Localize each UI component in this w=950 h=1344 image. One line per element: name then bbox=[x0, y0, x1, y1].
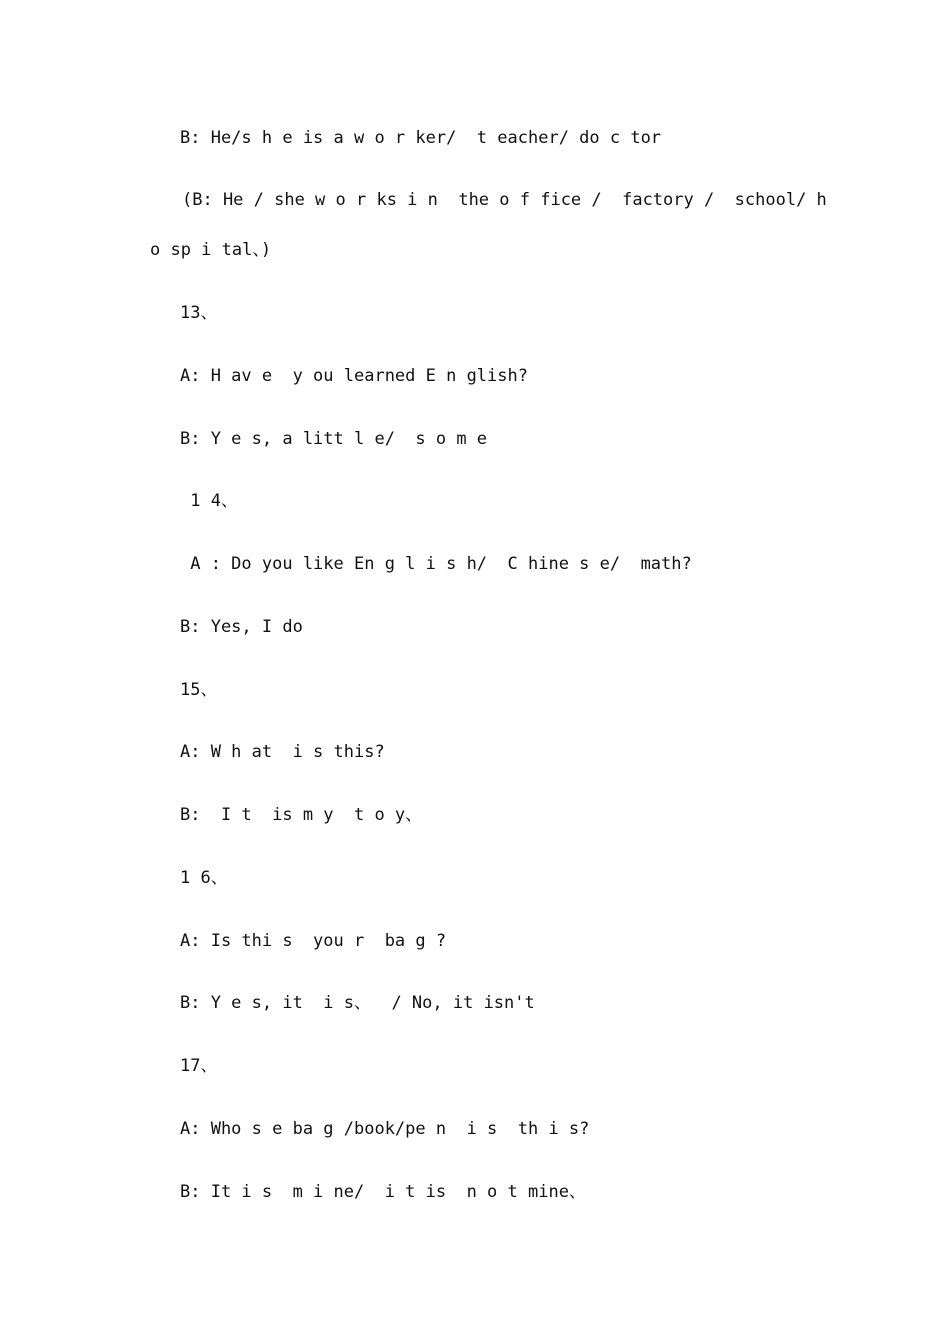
answer-17: B: It i s m i ne/ i t is n o t mine、 bbox=[180, 1182, 586, 1202]
question-16: A: Is thi s you r ba g ? bbox=[180, 931, 447, 951]
item-number-14: 1 4、 bbox=[180, 491, 238, 511]
answer-13: B: Y e s, a litt l e/ s o m e bbox=[180, 429, 488, 449]
question-15: A: W h at i s this? bbox=[180, 742, 385, 762]
answer-occupation: B: He/s h e is a w o r ker/ t eacher/ do c tor bbox=[180, 128, 662, 148]
item-number-15: 15、 bbox=[180, 680, 218, 700]
answer-16: B: Y e s, it i s、 / No, it isn't bbox=[180, 993, 535, 1013]
answer-15: B: I t is m y t o y、 bbox=[180, 805, 423, 825]
question-13: A: H av e y ou learned E n glish? bbox=[180, 366, 528, 386]
item-number-16: 1 6、 bbox=[180, 868, 228, 888]
question-14: A : Do you like En g l i s h/ C hine s e/ math? bbox=[180, 554, 692, 574]
item-number-13: 13、 bbox=[180, 303, 218, 323]
question-17: A: Who s e ba g /book/pe n i s th i s? bbox=[180, 1119, 590, 1139]
answer-14: B: Yes, I do bbox=[180, 617, 303, 637]
item-number-17: 17、 bbox=[180, 1056, 218, 1076]
answer-workplace: (B: He / she w o r ks i n the o f fice / factory / school/ h o sp i tal、) bbox=[150, 190, 838, 260]
